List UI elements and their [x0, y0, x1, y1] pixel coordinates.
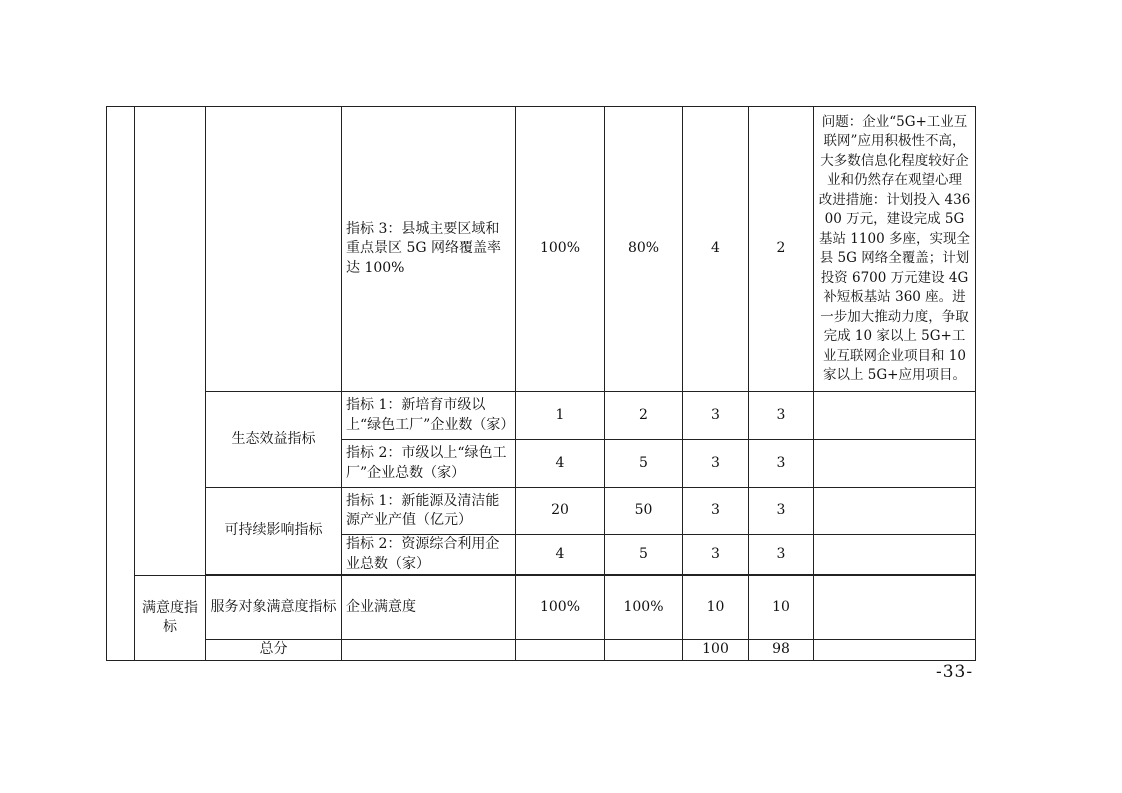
target-value-cell: 100% — [516, 107, 605, 392]
table-row — [107, 107, 976, 392]
total-label-cell: 总分 — [206, 640, 342, 661]
actual-value-cell: 5 — [605, 535, 683, 575]
actual-value-cell: 5 — [605, 440, 683, 488]
remark-cell — [814, 488, 976, 535]
level1-cell — [135, 107, 206, 576]
indicator-cell: 指标 2：市级以上“绿色工厂”企业总数（家） — [342, 440, 516, 488]
total-weight-cell: 100 — [683, 640, 749, 661]
table-row — [107, 576, 976, 640]
page-number: -33- — [936, 662, 974, 682]
total-score-cell: 98 — [749, 640, 814, 661]
weight-cell: 3 — [683, 488, 749, 535]
target-value-cell: 4 — [516, 535, 605, 575]
table-row — [107, 392, 976, 440]
indicator-cell: 指标 3：县城主要区域和重点景区 5G 网络覆盖率达 100% — [342, 107, 516, 392]
category-cell: 可持续影响指标 — [206, 488, 342, 575]
actual-value-cell: 80% — [605, 107, 683, 392]
actual-value-cell: 50 — [605, 488, 683, 535]
score-cell: 2 — [749, 107, 814, 392]
remark-cell — [814, 576, 976, 640]
actual-value-cell: 2 — [605, 392, 683, 440]
evaluation-table — [106, 106, 989, 661]
level1-cell: 满意度指标 — [135, 576, 206, 661]
target-value-cell: 20 — [516, 488, 605, 535]
remark-cell — [814, 640, 976, 661]
score-cell: 10 — [749, 576, 814, 640]
remark-cell: 问题：企业“5G+工业互联网”应用积极性不高，大多数信息化程度较好企业和仍然存在观望心理 改进措施：计划投入 43600 万元，建设完成 5G 基站 1100 多座，实现全县 5G 网络全覆盖；计划投资 6700 万元建设 4G 补短板基站 360 座。进一步加大推动力度，争取完成 10 家以上 5G+工业互联网企业项目和 10 家以上 5G+应用项目。 — [814, 107, 976, 392]
target-value-cell: 4 — [516, 440, 605, 488]
score-cell: 3 — [749, 392, 814, 440]
category-cell: 生态效益指标 — [206, 392, 342, 488]
weight-cell: 10 — [683, 576, 749, 640]
indicator-cell: 指标 1：新能源及清洁能源产业产值（亿元） — [342, 488, 516, 535]
indicator-cell: 指标 2：资源综合利用企业总数（家） — [342, 535, 516, 575]
table-row — [107, 488, 976, 535]
indicator-cell: 企业满意度 — [342, 576, 516, 640]
indicator-cell: 指标 1：新培育市级以上“绿色工厂”企业数（家） — [342, 392, 516, 440]
edge-cell — [107, 107, 135, 661]
weight-cell: 3 — [683, 392, 749, 440]
indicator-cell — [342, 640, 516, 661]
actual-value-cell — [605, 640, 683, 661]
remark-cell — [814, 535, 976, 575]
remark-cell — [814, 440, 976, 488]
total-row — [107, 640, 976, 661]
score-cell: 3 — [749, 535, 814, 575]
target-value-cell — [516, 640, 605, 661]
target-value-cell: 1 — [516, 392, 605, 440]
score-cell: 3 — [749, 440, 814, 488]
remark-cell — [814, 392, 976, 440]
score-cell: 3 — [749, 488, 814, 535]
weight-cell: 3 — [683, 440, 749, 488]
weight-cell: 3 — [683, 535, 749, 575]
weight-cell: 4 — [683, 107, 749, 392]
category-cell: 服务对象满意度指标 — [206, 576, 342, 640]
target-value-cell: 100% — [516, 576, 605, 640]
actual-value-cell: 100% — [605, 576, 683, 640]
category-cell — [206, 107, 342, 392]
